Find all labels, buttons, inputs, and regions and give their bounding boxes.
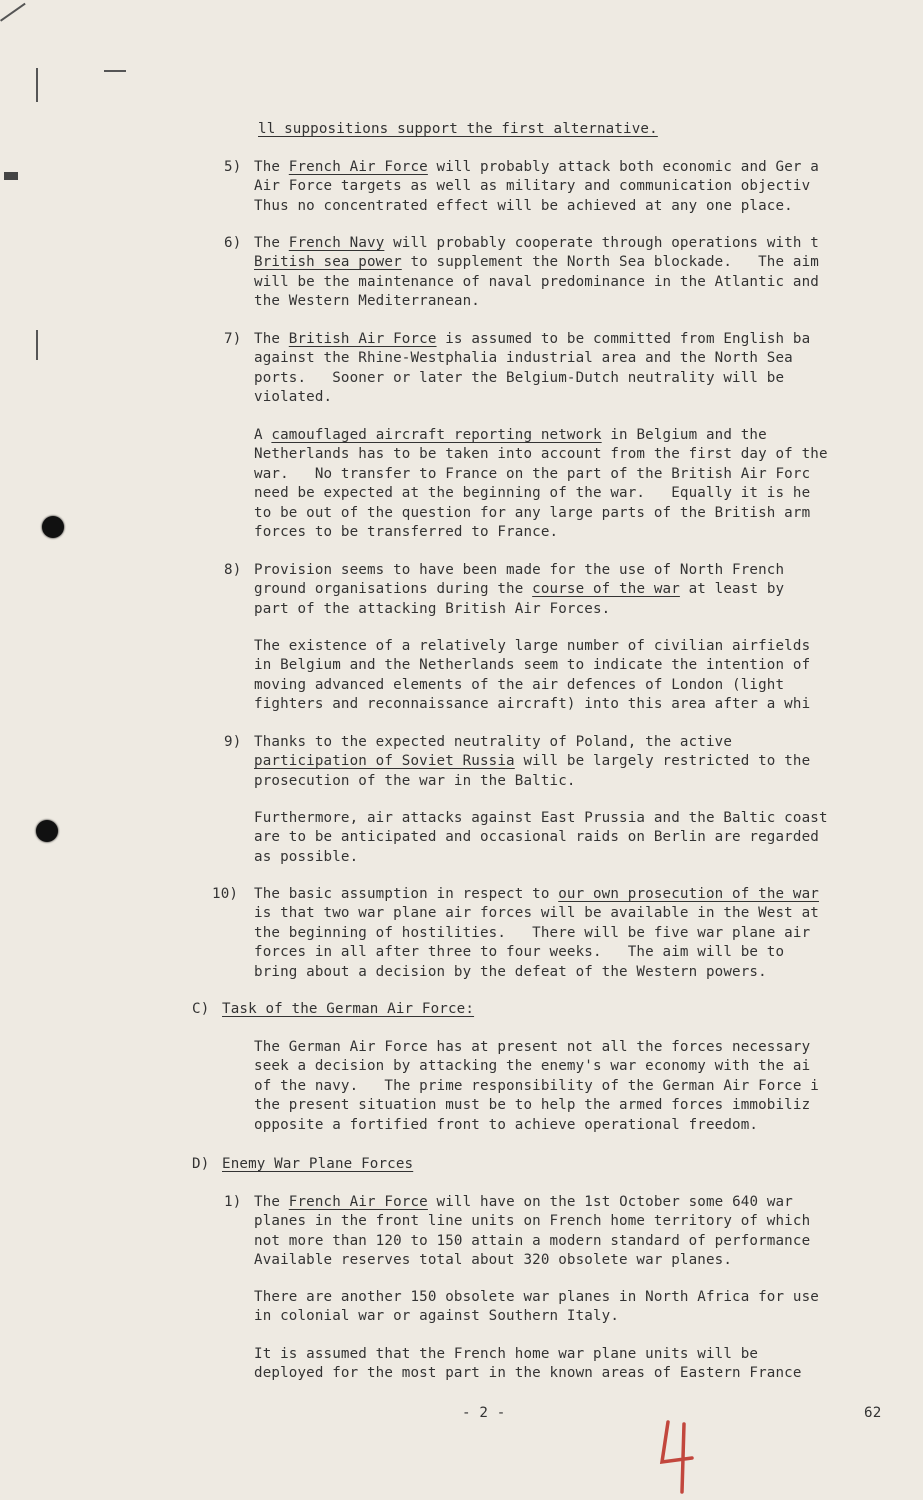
underlined-phrase: participation of Soviet Russia: [254, 753, 515, 770]
margin-mark: [104, 70, 126, 72]
paragraph-line: [254, 1038, 810, 1057]
text-run: the present situation must be to help the armed forces immobiliz: [254, 1097, 811, 1114]
item-line: [254, 733, 732, 752]
item-number: 1): [224, 1194, 242, 1210]
item-line: [254, 177, 810, 196]
text-run: is assumed to be committed from English ba: [436, 331, 811, 347]
item-number: 6): [224, 235, 242, 251]
item-line: [254, 1251, 732, 1270]
underlined-phrase: French Air Force: [288, 1194, 428, 1210]
margin-mark: [4, 172, 18, 180]
item-line: [254, 772, 576, 791]
item-number: 7): [224, 331, 242, 347]
underlined-phrase: our own prosecution of the war: [558, 886, 819, 902]
item-line: [254, 943, 784, 962]
text-run: part of the attacking British Air Forces.: [254, 600, 611, 617]
text-run: is that two war plane air forces will be available in the West at: [254, 905, 819, 922]
paragraph-line: [254, 695, 810, 714]
item-line: [254, 561, 784, 580]
text-run: will be the maintenance of naval predominance in the Atlantic and: [254, 273, 819, 290]
text-run: the Western Mediterranean.: [254, 293, 480, 310]
text-run: Thus no concentrated effect will be achieved at any one place.: [254, 197, 793, 214]
text-run: forces to be transferred to France.: [254, 524, 559, 540]
corner-number: 62: [864, 1405, 882, 1421]
item-line: [254, 904, 819, 923]
underlined-phrase: British sea power: [254, 254, 402, 271]
section-title: [222, 1000, 474, 1019]
text-run: ports. Sooner or later the Belgium-Dutch neutrality will be: [254, 369, 785, 386]
text-run: will be largely restricted to the: [514, 753, 811, 770]
text-run: not more than 120 to 150 attain a modern standard of performance: [254, 1232, 811, 1249]
item-line: [254, 292, 480, 311]
paragraph-line: [254, 1057, 810, 1076]
corner-fold-mark: [0, 3, 26, 22]
text-run: need be expected at the beginning of the war. Equally it is he: [254, 485, 811, 502]
text-run: The German Air Force has at present not all the forces necessary: [254, 1039, 811, 1055]
section-title: [222, 1155, 413, 1174]
item-line: [254, 600, 610, 619]
paragraph-line: [254, 523, 558, 542]
paragraph-line: [254, 637, 810, 656]
item-line: [254, 580, 784, 599]
item-line: [254, 369, 784, 388]
text-run: of the navy. The prime responsibility of the German Air Force i: [254, 1077, 819, 1094]
item-line: [254, 197, 793, 216]
paragraph-line: [254, 676, 784, 695]
paragraph-line: [254, 1345, 758, 1364]
text-run: A: [254, 427, 272, 443]
item-number: 9): [224, 734, 242, 750]
text-run: seek a decision by attacking the enemy's war economy with the ai: [254, 1058, 811, 1075]
text-run: Air Force targets as well as military and communication objectiv: [254, 178, 811, 195]
text-run: The: [254, 235, 289, 251]
text-run: fighters and reconnaissance aircraft) into this area after a whi: [254, 696, 811, 713]
underlined-phrase: French Navy: [288, 235, 385, 251]
item-line: [254, 1212, 810, 1231]
text-run: The: [254, 159, 289, 175]
item-line: [254, 158, 819, 177]
paragraph-line: [254, 1288, 819, 1307]
underlined-phrase: Task of the German Air Force:: [222, 1001, 475, 1017]
text-run: moving advanced elements of the air defences of London (light: [254, 676, 785, 693]
text-run: violated.: [254, 389, 333, 406]
text-run: Furthermore, air attacks against East Prussia and the Baltic coast: [254, 810, 828, 826]
item-number: C): [192, 1001, 210, 1017]
paragraph-line: [254, 1096, 810, 1115]
paragraph-line: [254, 1077, 819, 1096]
item-number: 10): [212, 886, 239, 902]
punch-hole-top: [42, 516, 64, 538]
text-run: The basic assumption in respect to: [254, 886, 559, 902]
text-run: in Belgium and the: [601, 427, 767, 443]
text-run: in Belgium and the Netherlands seem to indicate the intention of: [254, 657, 811, 674]
underlined-phrase: French Air Force: [288, 159, 428, 175]
paragraph-line: [254, 1307, 619, 1326]
text-run: The existence of a relatively large number of civilian airfields: [254, 638, 811, 654]
underlined-phrase: camouflaged aircraft reporting network: [271, 427, 602, 443]
text-run: The: [254, 331, 289, 347]
text-run: Thanks to the expected neutrality of Poland, the active: [254, 734, 733, 750]
text-run: prosecution of the war in the Baltic.: [254, 772, 576, 789]
item-line: [254, 253, 819, 272]
text-run: are to be anticipated and occasional raids on Berlin are regarded: [254, 829, 819, 846]
text-run: against the Rhine-Westphalia industrial area and the North Sea: [254, 350, 793, 367]
underlined-phrase: course of the war: [532, 581, 680, 598]
underlined-phrase: British Air Force: [288, 331, 437, 347]
item-line: [254, 885, 819, 904]
item-line: [254, 963, 767, 982]
page-number: - 2 -: [462, 1405, 506, 1421]
underlined-phrase: Enemy War Plane Forces: [222, 1156, 414, 1172]
text-run: war. No transfer to France on the part of the British Air Forc: [254, 465, 811, 482]
handwritten-number: [652, 1418, 702, 1494]
paragraph-line: [254, 484, 810, 503]
paragraph-line: [254, 426, 767, 445]
item-line: [254, 234, 819, 253]
text-run: as possible.: [254, 848, 359, 865]
paragraph-line: [254, 656, 810, 675]
text-run: Provision seems to have been made for the use of North French: [254, 562, 785, 578]
item-number: 5): [224, 159, 242, 175]
section-heading: [258, 120, 658, 139]
item-line: [254, 273, 819, 292]
paragraph-line: [254, 465, 810, 484]
text-run: in colonial war or against Southern Italy.: [254, 1308, 620, 1325]
margin-mark: [36, 68, 38, 102]
item-line: [254, 1232, 810, 1251]
text-run: deployed for the most part in the known areas of Eastern France: [254, 1365, 802, 1382]
item-line: [254, 349, 793, 368]
paragraph-line: [254, 848, 358, 867]
paragraph-line: [254, 809, 828, 828]
punch-hole-bottom: [36, 820, 58, 842]
underlined-phrase: ll suppositions support the first alternative.: [258, 121, 658, 137]
text-run: Available reserves total about 320 obsolete war planes.: [254, 1252, 733, 1269]
text-run: The: [254, 1194, 289, 1210]
text-run: forces in all after three to four weeks. The aim will be to: [254, 944, 785, 961]
text-run: at least by: [679, 581, 785, 598]
item-line: [254, 1193, 793, 1212]
item-line: [254, 752, 810, 771]
text-run: to be out of the question for any large parts of the British arm: [254, 504, 811, 521]
paragraph-line: [254, 1364, 802, 1383]
item-number: D): [192, 1156, 210, 1172]
paragraph-line: [254, 828, 819, 847]
text-run: will probably cooperate through operations with t: [384, 235, 819, 251]
text-run: to supplement the North Sea blockade. The aim: [401, 254, 819, 271]
paragraph-line: [254, 504, 810, 523]
text-run: planes in the front line units on French home territory of which: [254, 1213, 811, 1230]
item-line: [254, 330, 810, 349]
paragraph-line: [254, 445, 828, 464]
text-run: There are another 150 obsolete war planes in North Africa for use: [254, 1289, 819, 1305]
item-number: 8): [224, 562, 242, 578]
text-run: ground organisations during the: [254, 581, 533, 598]
paragraph-line: [254, 1116, 758, 1135]
text-run: opposite a fortified front to achieve operational freedom.: [254, 1116, 759, 1133]
text-run: the beginning of hostilities. There will be five war plane air: [254, 924, 811, 941]
text-run: bring about a decision by the defeat of the Western powers.: [254, 963, 767, 980]
item-line: [254, 924, 810, 943]
item-line: [254, 388, 332, 407]
text-run: Netherlands has to be taken into account from the first day of the: [254, 446, 828, 463]
text-run: It is assumed that the French home war plane units will be: [254, 1346, 759, 1362]
margin-mark: [36, 330, 38, 360]
text-run: will probably attack both economic and Ger a: [427, 159, 819, 175]
text-run: will have on the 1st October some 640 war: [427, 1194, 793, 1210]
